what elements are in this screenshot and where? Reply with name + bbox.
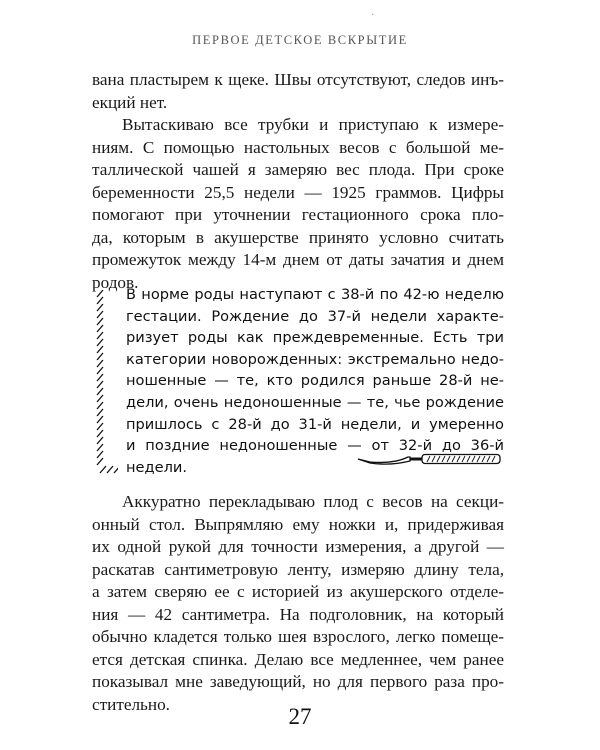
text-line: их одной рукой для точности измерения, а другой — — [92, 537, 504, 556]
text-line: ниям. С помощью настольных весов с большой ме- — [92, 137, 504, 157]
text-line: ния — 42 сантиметра. На подголовник, на который — [92, 604, 504, 624]
scalpel-icon — [356, 448, 502, 468]
text-line: екций нет. — [92, 92, 168, 112]
note-line: гестации. Рождение до 37-й недели характе- — [126, 307, 504, 325]
text-line: Вытаскиваю все трубки и приступаю к измере- — [122, 115, 504, 134]
text-line: онный стол. Выпрямляю ему ножки и, придерживая — [92, 514, 504, 534]
note-line: ризует роды как преждевременные. Есть три — [126, 329, 504, 347]
paragraph-3 — [92, 491, 504, 716]
paragraph-2 — [92, 114, 504, 294]
text-line: Аккуратно перекладываю плод с весов на секци- — [122, 492, 504, 511]
text-line: ется детская спинка. Делаю все медленнее, чем ранее — [92, 649, 504, 669]
note-line: дели, очень недоношенные — те, чье рождение — [126, 393, 504, 411]
text-line: помогают при уточнении гестационного срока пло- — [92, 205, 504, 224]
text-line: раскатав сантиметровую ленту, измеряю длину тела, — [92, 559, 504, 579]
text-line: промежуток между 14-м днем от даты зачатия и днем — [92, 250, 504, 269]
page-number: 27 — [288, 704, 312, 729]
paragraph-1 — [92, 69, 504, 114]
text-line: а затем сверяю ее с историей из акушерского отделе- — [92, 582, 504, 601]
text-line: стительно. — [92, 694, 170, 714]
note-line: ношенные — те, кто родился раньше 28-й не- — [126, 372, 504, 390]
text-line: таллической чашей я замеряю вес плода. При сроке — [92, 160, 504, 179]
text-line: родов. — [92, 272, 139, 292]
note-line: недели. — [126, 458, 188, 476]
note-line: и поздние недоношенные — от 32-й до 36-й — [126, 437, 504, 455]
running-header: ПЕРВОЕ ДЕТСКОЕ ВСКРЫТИЕ — [192, 33, 408, 47]
text-line: показывал мне заведующий, но для первого раза про- — [92, 672, 504, 691]
text-line: беременности 25,5 недели — 1925 граммов. Цифры — [92, 182, 504, 202]
text-line: обычно кладется только шея взрослого, легко помеще- — [92, 627, 504, 646]
corner-mark: · — [371, 10, 375, 21]
note-line: В норме роды наступают с 38-й по 42-ю неделю — [126, 286, 504, 303]
note-line: пришлось с 28-й до 31-й недели, и умеренно — [126, 415, 504, 433]
text-line: вана пластырем к щеке. Швы отсутствуют, следов инъ- — [92, 70, 504, 89]
note-line: категории новорожденных: экстремально недо- — [126, 350, 504, 368]
note-border-decoration — [94, 290, 118, 474]
text-line: да, которым в акушерстве принято условно считать — [92, 227, 504, 247]
